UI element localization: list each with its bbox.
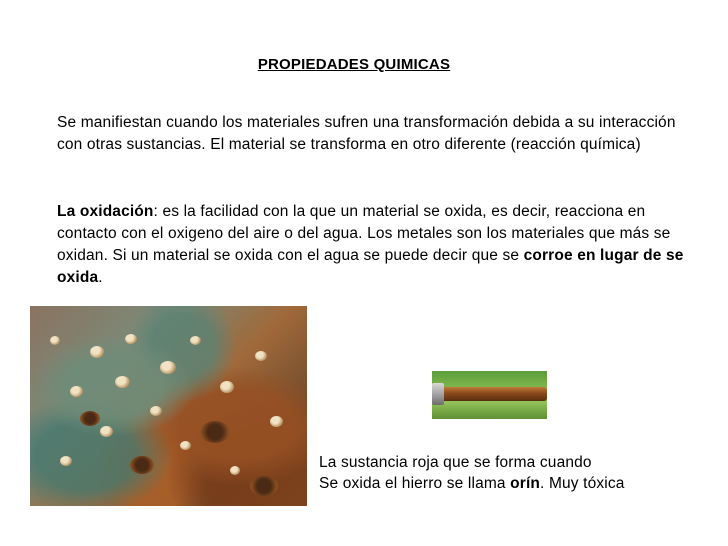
oxidation-end: .: [98, 269, 103, 286]
rust-caption: [319, 452, 719, 494]
oxidation-paragraph: [57, 201, 697, 289]
slide-title-text: PROPIEDADES QUIMICAS: [257, 56, 451, 73]
rust-term: orín: [510, 475, 541, 492]
intro-paragraph: Se manifiestan cuando los materiales sufren una transformación debida a su interacción con otras sustancias. El material se transforma en otro diferente (reacción química): [57, 114, 676, 153]
caption-line-2-end: . Muy tóxica: [540, 475, 625, 492]
corrosion-emphasis: corroe en lugar de se oxida: [57, 247, 684, 286]
rusted-rod-photo: [432, 371, 547, 419]
oxidation-term: La oxidación: [57, 203, 154, 220]
caption-line-1: La sustancia roja que se forma cuando: [319, 454, 592, 471]
caption-line-2: [319, 473, 719, 494]
caption-line-2-start: Se oxida el hierro se llama: [319, 475, 511, 492]
slide-title: [0, 56, 728, 73]
rusted-metal-photo: [30, 306, 307, 506]
oxidation-text: : es la facilidad con la que un material se oxida, es decir, reacciona en contacto con el oxigeno del aire o del agua. Los metales son los materiales que más se oxidan. Si un material se oxida con el agua se puede decir que se: [57, 203, 671, 264]
